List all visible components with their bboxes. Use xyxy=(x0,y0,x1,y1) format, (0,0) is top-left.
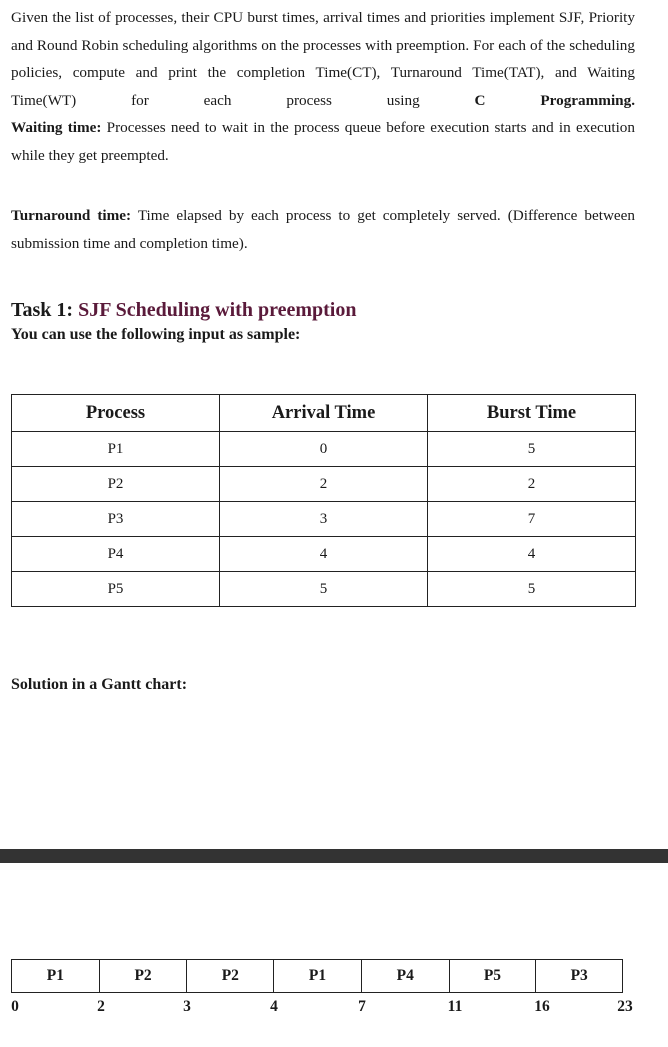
gantt-segment: P1 xyxy=(12,960,100,992)
gantt-segment: P3 xyxy=(570,967,588,984)
process-table xyxy=(11,394,636,607)
turnaround-term: Turnaround time: xyxy=(11,207,132,224)
cell-burst: 7 xyxy=(428,502,636,537)
gantt-time-tick: 7 xyxy=(358,998,366,1015)
cell-burst: 5 xyxy=(428,432,636,467)
gantt-segment: P5 xyxy=(450,960,537,992)
header-arrival-time: Arrival Time xyxy=(220,395,428,432)
table-row xyxy=(12,467,636,502)
turnaround-time-paragraph xyxy=(11,202,635,257)
gantt-segment: P4 xyxy=(362,960,450,992)
gantt-time-tick: 23 xyxy=(617,998,633,1015)
table-header-row xyxy=(12,395,636,432)
cell-process: P5 xyxy=(12,572,220,607)
cell-arrival: 2 xyxy=(220,467,428,502)
waiting-term: Waiting time: xyxy=(11,119,102,136)
gantt-time-tick: 2 xyxy=(97,998,105,1015)
gantt-time-tick: 11 xyxy=(447,998,463,1015)
divider-bar xyxy=(0,849,668,863)
header-burst-time: Burst Time xyxy=(428,395,636,432)
intro-paragraph xyxy=(11,4,635,114)
waiting-definition: Processes need to wait in the process queue before execution starts and in execution while they get preempted. xyxy=(11,119,635,164)
gantt-segment: P1 xyxy=(274,960,362,992)
cell-arrival: 3 xyxy=(220,502,428,537)
cell-process: P4 xyxy=(12,537,220,572)
cell-burst: 5 xyxy=(428,572,636,607)
cell-burst: 4 xyxy=(428,537,636,572)
header-process: Process xyxy=(12,395,220,432)
gantt-time-tick: 4 xyxy=(270,998,278,1015)
cell-process: P3 xyxy=(12,502,220,537)
table-row xyxy=(12,502,636,537)
intro-text: Given the list of processes, their CPU burst times, arrival times and priorities implement SJF, Priority and Round Robin scheduling algorithms on the processes with preemption. For each of the scheduling policies, compute and print the completion Time(CT), Turnaround Time(TAT), and Waiting Time(WT) for each process using xyxy=(11,9,635,109)
task-name: SJF Scheduling with preemption xyxy=(78,299,357,321)
cell-arrival: 0 xyxy=(220,432,428,467)
table-row xyxy=(12,537,636,572)
cell-process: P2 xyxy=(12,467,220,502)
table-row xyxy=(12,572,636,607)
turnaround-definition: Time elapsed by each process to get completely served. (Difference between submission time and completion time). xyxy=(11,207,635,252)
gantt-time-tick: 3 xyxy=(183,998,191,1015)
gantt-chart xyxy=(11,959,623,993)
task-prefix: Task 1: xyxy=(11,299,79,321)
intro-bold-tail: C Programming. xyxy=(474,91,636,109)
cell-arrival: 5 xyxy=(220,572,428,607)
gantt-segment: P2 xyxy=(187,960,274,992)
table-row xyxy=(12,432,636,467)
gantt-time-tick: 0 xyxy=(11,998,19,1015)
task-subtitle: You can use the following input as sample: xyxy=(11,326,301,343)
gantt-time-tick: 16 xyxy=(534,998,550,1015)
gantt-label: Solution in a Gantt chart: xyxy=(11,676,188,693)
waiting-time-paragraph xyxy=(11,114,635,169)
cell-arrival: 4 xyxy=(220,537,428,572)
cell-burst: 2 xyxy=(428,467,636,502)
cell-process: P1 xyxy=(12,432,220,467)
task-title xyxy=(11,297,356,323)
gantt-segment: P2 xyxy=(100,960,188,992)
